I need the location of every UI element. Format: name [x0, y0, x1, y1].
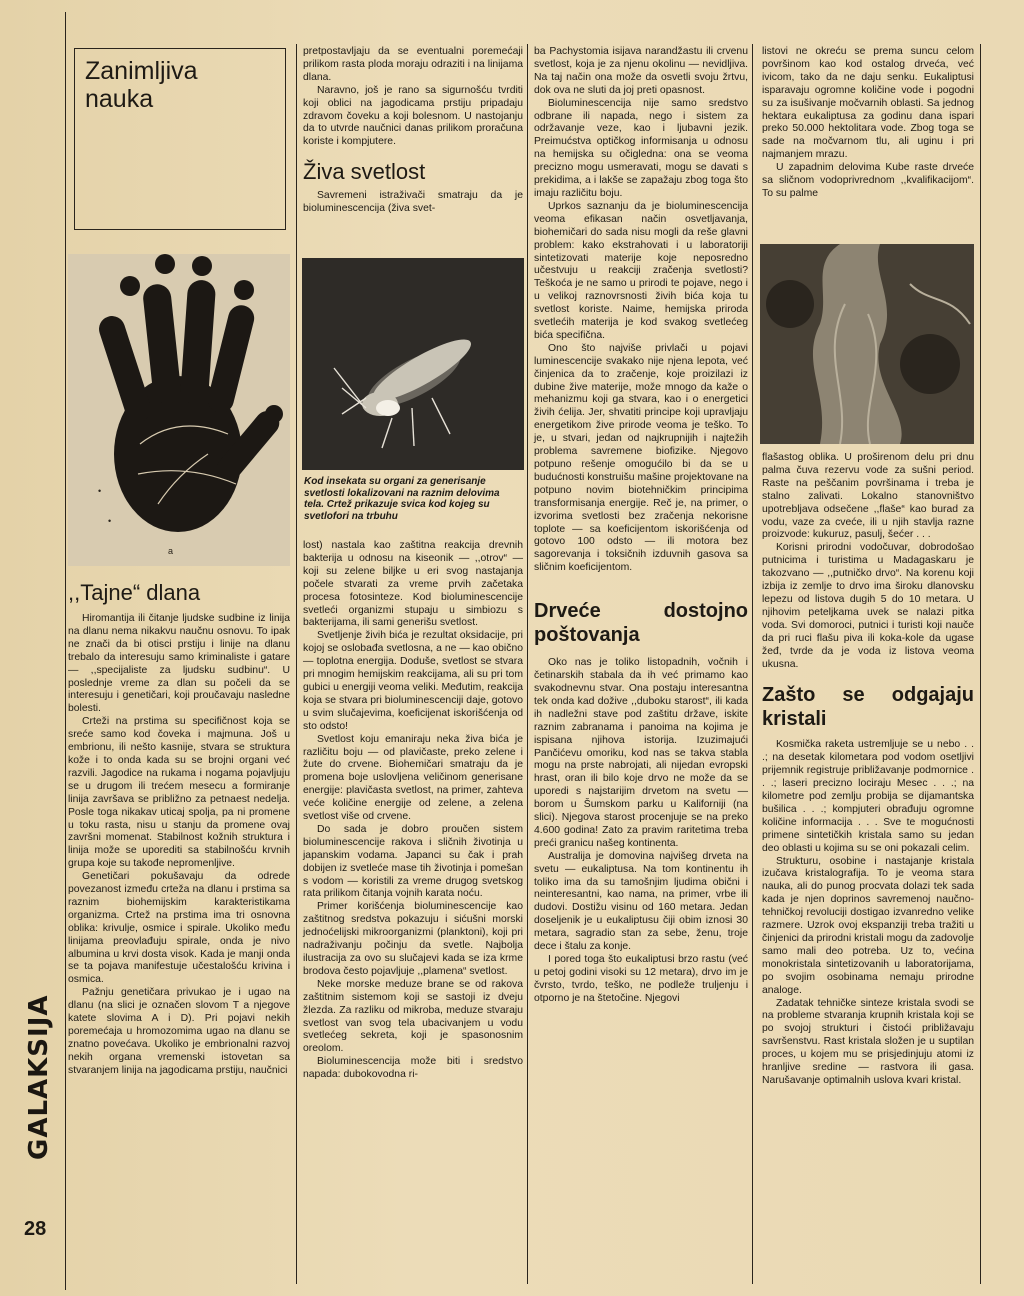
old-tree-illustration [760, 244, 974, 444]
column-rule-4 [980, 44, 981, 1284]
article-trees-paragraph: flašastog oblika. U proširenom delu pri dnu palma čuva rezervu vode za sušni period. Raste na peščanim površinama i treba je stalno zalivati. Lokalno stanovništvo upotrebljava odsečene ,,flaše“ kao burad za vodu, vaze za cveće, ili u njih stavlja razne proizvode: kukuruz, pasulj, šećer . . . [762, 452, 974, 541]
firefly-illustration [302, 258, 524, 470]
handprint-illustration [68, 254, 290, 566]
article-hands [68, 580, 290, 1078]
article-light-paragraph: Svetljenje živih bića je rezultat oksidacije, pri kojoj se oslobađa svetlosna, a ne — kao obično — toplotna energija. Doduše, svetlost se stvara pri mnogim hemijskim reakcijama, ali su pri tom gubici u energiji veoma veliki. Međutim, reakcija koja se stvara pri bioluminescenciji daje, gotovo u svim slučajevima, koeficijenat iskorišćenja od sto odsto! [303, 630, 523, 732]
firefly-photo [302, 258, 524, 470]
article-light-paragraph: Ono što najviše privlači u pojavi luminescencije svakako nije njena lepota, već činjenica da to zračenje, koje proizilazi iz dubine žive materije, može mnogo da kaže o mehanizmu koji ga stvara, kao i o energetici živih ćelija. Jer, shvatiti principe koji upravljaju energetikom žive prirode veoma je teško. To je, u stvari, jedan od najkrupnijih i najtežih problema savremene biofizike. Njegovo potpuno rešenje omogućilo bi da se u budućnosti konstruišu mašine projektovane na potpuno novim biotehničkim principima transformisanja energije. Reč je, na primer, o izvorima svetlosti bez zračenja nekorisne toplote — sa koeficijentom iskorišćenja od gotovo 100 odsto — ili motora bez sagorevanja i toksičnih izduvnih gasova sa sličnim koeficijentom. [534, 342, 748, 574]
article-crystals-title: Zašto se odgajaju kristali [762, 684, 974, 731]
article-light-paragraph: Neke morske meduze brane se od rakova zaštitnim sistemom koji se sastoji iz dveju žlezda. Za razliku od mikroba, meduze stvaraju svetlost van svog tela ubacivanjem u vodu svetlećeg sekreta, koji je spasonosnim oreolom. [303, 978, 523, 1055]
column-4-bottom [762, 452, 974, 1088]
article-hands-title: ,,Tajne“ dlana [68, 580, 201, 605]
article-light-intro: Savremeni istraživači smatraju da je bioluminescencija (živa svet- [303, 190, 523, 215]
article-hands-paragraph: Genetičari pokušavaju da odrede povezanost između crteža na dlanu i prstima sa raznim biohemijskim karakteristikama organizma. Crtež na prstima ima tri osnovna oblika: krivulje, osmice i spirale. Ukoliko među linijama preovlađuju spirale, onda je nivo albumina u krvi dosta visok. Kada je manji onda se ta pojava manifestuje učestalošću krivina i osmica. [68, 871, 290, 986]
article-trees-paragraph: listovi ne okreću se prema suncu celom površinom kao kod ostalog drveća, već ivicom, tako da ne daju senku. Eukaliptusi isparavaju ogromne količine vode i pogodni su za isušivanje močvarnih oblasti. Sa jednog hektara eukaliptusa za godinu dana ispari preko 50.000 hektolitara vode. Zbog toga se sade na močvarnom tlu, ali uginu i pri najmanjem mrazu. [762, 46, 974, 161]
article-trees-paragraph: I pored toga što eukaliptusi brzo rastu (već u petoj godini visoki su 12 metara), drvo im je čvrsto, tvrdo, teško, ne podleže truljenju i otporno je na štetočine. Njegovi [534, 954, 748, 1004]
column-2-top [303, 46, 523, 216]
article-light-title: Živa svetlost [303, 159, 426, 185]
article-hands-paragraph: Hiromantija ili čitanje ljudske sudbine iz linija na dlanu nema nikakvu naučnu osnovu. To ipak ne znači da bi otisci prstiju i linije na dlanu trebalo da interesuju samo kriminaliste i gatare — ,,specijaliste za ljudsku sudbinu“. U poslednje vreme za dlan su počeli da se interesuju i genetičari, koji proučavaju nasledne bolesti. [68, 613, 290, 715]
article-trees-paragraph: Oko nas je toliko listopadnih, vočnih i četinarskih stabala da ih već primamo kao svakodnevnu stvar. Ona postaju interesantna tek onda kad dožive ,,duboku starost“, ili kada ih nadležni stave pod zaštitu države, iskite raznim zabranama i panoima na kojima je ispisana njihova istorija. Izuzimajući Pančićevu omoriku, kod nas se takva stabla mogu na prste nabrojati, ali nijedan evropski hrast, oran ili bilo koje drvo ne može da se uporedi s najstarijim drvetom na svetu — borom u Šumskom parku u Kaliforniji (na slici). Njegova starost procenjuje se na preko 4.600 godina! Zato za pravim raritetima treba preći granicu našeg kontinenta. [534, 657, 748, 849]
article-hands-continued: pretpostavljaju da se eventualni poremećaji prilikom rasta ploda moraju odraziti i na linijama dlana. [303, 46, 523, 83]
article-trees-title: Drveće dostojno poštovanja [534, 600, 748, 647]
column-rule-2 [527, 44, 528, 1284]
handprint-photo [68, 254, 290, 566]
article-light-paragraph: Svetlost koju emaniraju neka živa bića je različitu boju — od plavičaste, preko zelene i žute do crvene. Biohemičari smatraju da je promena boje uslovljena veličinom generisane energije: plavičasta svetlost, na primer, zahteva veće količine energije od zelene, a zelena svetlost više od crvene. [303, 733, 523, 823]
article-trees-paragraph: U zapadnim delovima Kube raste drveće sa sličnom vodoprivrednom ,,kvalifikacijom“. To su palme [762, 162, 974, 199]
article-hands-paragraph: Pažnju genetičara privukao je i ugao na dlanu (na slici je označen slovom T a njegove katete slovima A i D). Pri pojavi nekih poremećaja u hromozomima ugao na dlanu se znatno povećava. Ukoliko je embrionalni razvoj nekih organa vremenski istovetan sa stvaranjem linija na jagodicama prstiju, naučnici [68, 987, 290, 1076]
article-light-paragraph: ba Pachystomia isijava narandžastu ili crvenu svetlost, koja je za njenu okolinu — nevidljiva. Na taj način ona može da osvetli svoju žrtvu, dok ova ne sluti da joj preti opasnost. [534, 46, 748, 96]
article-hands-continued: Naravno, još je rano sa sigurnošću tvrditi koji oblici na jagodicama prstiju pripadaju zdravom čoveku a koji bolesnom. U nastojanju da to utvrde naučnici danas prilikom proračuna koriste i kompjutere. [303, 84, 523, 148]
column-4-top [762, 46, 974, 201]
bristlecone-pine-photo [760, 244, 974, 444]
article-crystals-paragraph: Zadatak tehničke sinteze kristala svodi se na probleme stvaranja krupnih kristala koji se po svojoj strukturi i čistoći približavaju savršenstvu. Rast kristala složen je u suptilan proces, u kojem mu se prisjedinjuju atomi iz hranljive sredine — rastvora ili gasa. Narušavanje optimalnih uslova kvari kristal. [762, 997, 974, 1086]
column-rule-3 [752, 44, 753, 1284]
article-hands-paragraph: Crteži na prstima su specifičnost koja se sreće samo kod čoveka i majmuna. Još u embrionu, ili nešto kasnije, stvara se struktura kože i to onda kada su se brojni organi već razvili. Jagodice na rukama i nogama pojavljuju se u drugom ili trećem mesecu a formiranje linija završava se približno za petnaest nedelja. Posle toga nikakav uticaj spolja, pa ni promene u toku rasta, nisu u stanju da promene ovaj završni momenat. Stabilnost kožnih struktura i linija može se uporediti sa stabilnošću krvnih grupa koje su takođe nepromenljive. [68, 716, 290, 870]
article-light-paragraph: Do sada je dobro proučen sistem bioluminescencije rakova i sličnih životinja u japanskim vodama. Japanci su čak i prah dobijen iz svetleće mase tih životinja i pomešan s vodom — koristili za vreme drugog svetskog rata prilikom čitanja vojnih karata noću. [303, 823, 523, 900]
section-header-box [74, 48, 286, 230]
article-crystals-paragraph: Strukturu, osobine i nastajanje kristala izučava kristalografija. To je veoma stara nauka, ali do punog procvata dolazi tek sada kada je njen doprinos savremenoj naučno-tehničkoj revoluciji dostigao izvanredno velike razmere. Uzrok ovoj ekspanziji treba tražiti u činjenici da prirodni kristali mogu da zadovolje samo mali deo potreba. Uz to, većina monokristala sintetizovanih u laboratorijama, po svojim osobinama nemaju prirodne analoge. [762, 855, 974, 996]
article-trees-paragraph: Korisni prirodni vodočuvar, dobrodošao putnicima i turistima u Madagaskaru je takozvano — ,,putničko drvo“. Na korenu koji izbija iz zemlje to drvo ima široku dlanovsku lepezu od listova dugih 5 do 10 metara. U njihovim peteljkama uvek se nalazi pitka voda. Svi domoroci, putnici i turisti koji nauče da pri ruci flašu piva ili koka-kole da ugase žeđ, tvrde da je voda iz listova veoma ukusna. [762, 542, 974, 670]
svg-text:a: a [168, 546, 174, 556]
article-trees-paragraph: Australija je domovina najvišeg drveta na svetu — eukaliptusa. Na tom kontinentu ih toliko ima da su tamošnjim ljudima obični i neinteresantni, kao nama, na primer, vrbe ili dudovi. Dostižu visinu od 160 metara. Jedan doseljenik je u eukaliptusu čiji obim iznosi 30 metara, sagradio stan za sebe, ženu, troje dece i štalu za konje. [534, 850, 748, 953]
firefly-caption: Kod insekata su organi za generisanje svetlosti lokalizovani na raznim delovima tela. Crtež prikazuje svica kod kojeg su svetlofori na trbuhu [304, 476, 500, 522]
column-rule-1 [296, 44, 297, 1284]
article-light-paragraph: Uprkos saznanju da je bioluminescencija veoma efikasan način osvetljavanja, biohemičari do sada nisu mogli da reše glavni problem: kako ekstrahovati i u laboratoriji sintetizovati materije koje neposredno učestvuju u reakciji zračenja svetlosti? Teškoća je ne samo u prirodi te pojave, nego i u velikoj raznovrsnosti živih bića koja tu svetlost koriste. Naime, hemijska priroda svetlećih materija je kod svakog svetlećeg bića specifična. [534, 200, 748, 341]
article-light-body [303, 540, 523, 1082]
magazine-name-vertical: GALAKSIJA [24, 994, 54, 1160]
page-number: 28 [24, 1218, 47, 1240]
left-margin-rule [65, 12, 66, 1290]
article-light-paragraph: Primer korišćenja bioluminescencije kao zaštitnog sredstva pokazuju i sićušni morski jednoćelijski mikroorganizmi (planktoni), koji pri nadraživanju počinju da svetle. Najbolja ilustracija za ovo su slučajevi kada se iza krme brodova često pojavljuje ,,plamena“ svetlost. [303, 901, 523, 977]
svg-text:•: • [98, 486, 102, 496]
article-crystals-paragraph: Kosmička raketa ustremljuje se u nebo . . .; na desetak kilometara pod vodom osetljivi prijemnik registruje približavanje podmornice . . .; laseri precizno lociraju Mesec . . .; na kilometre pod zemlju probija se dijamantska bušilica . . .; kompjuteri obrađuju ogromne količine informacija . . . Sve te mogućnosti primene sintetičkih kristala samo su jedan deo oblasti u kojima su se oni pokazali celim. [762, 739, 974, 854]
column-3 [534, 46, 748, 1006]
article-light-paragraph: lost) nastala kao zaštitna reakcija drevnih bakterija u odnosu na kiseonik — ,,otrov“ — koji su zelene biljke u eri svog nastajanja počele stvarati za vreme prvih začetaka procesa fotosinteze. Kod bioluminescencije svetleći organizmi stupaju u simbiozu s bakterijama, ili sami generišu svetlost. [303, 540, 523, 629]
article-light-paragraph: Bioluminescencija nije samo sredstvo odbrane ili napada, nego i sistem za održavanje veze, kao i ljubavni jezik. Preimućstva optičkog informisanja u odnosu na hemijska su očigledna: ona se veoma precizno mogu usmeravati, mogu se davati s prekidima, a i lakše se zapažaju zbog toga što imaju različitu boju. [534, 97, 748, 199]
article-light-paragraph: Bioluminescencija može biti i sredstvo napada: dubokovodna ri- [303, 1056, 523, 1081]
svg-text:•: • [108, 516, 112, 526]
section-title: Zanimljiva nauka [85, 57, 198, 113]
